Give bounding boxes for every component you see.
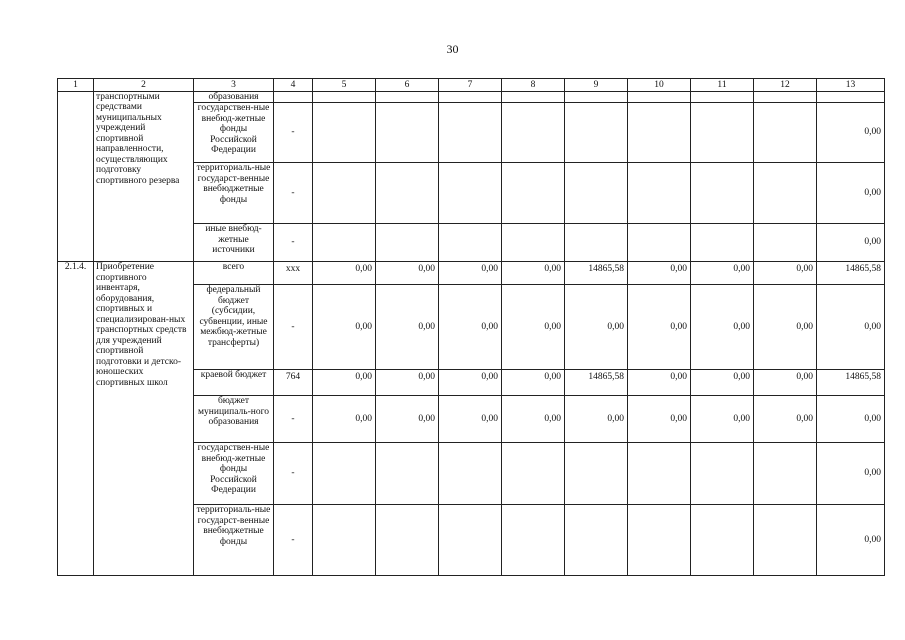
value-cell-col-9	[565, 163, 628, 224]
value-cell-col-8	[502, 505, 565, 576]
code-cell: ххх	[274, 262, 313, 285]
value-cell-col-5	[313, 163, 376, 224]
value-cell-col-9	[565, 103, 628, 163]
value-cell-col-10	[628, 163, 691, 224]
value-cell-col-11	[691, 91, 754, 103]
value-cell-col-9	[565, 505, 628, 576]
code-cell: -	[274, 163, 313, 224]
value-cell-col-10: 0,00	[628, 262, 691, 285]
value-cell-col-7	[439, 224, 502, 262]
value-cell-col-13: 0,00	[817, 396, 885, 443]
row-number-cell: 2.1.4.	[58, 262, 94, 576]
value-cell-col-12: 0,00	[754, 262, 817, 285]
code-cell: 764	[274, 370, 313, 396]
value-cell-col-13: 0,00	[817, 505, 885, 576]
row-number-cell	[58, 91, 94, 262]
value-cell-col-11	[691, 505, 754, 576]
funding-source-cell: бюджет муниципаль-ного образования	[194, 396, 274, 443]
value-cell-col-10	[628, 224, 691, 262]
funding-source-cell: иные внебюд-жетные источники	[194, 224, 274, 262]
header-cell-2: 2	[94, 79, 194, 92]
value-cell-col-13: 0,00	[817, 224, 885, 262]
activity-name-cell: транспортными средствами муниципальных учреждений спортивной направленности, осуществляющих подготовку спортивного резерва	[94, 91, 194, 262]
value-cell-col-11	[691, 443, 754, 505]
value-cell-col-9: 0,00	[565, 396, 628, 443]
value-cell-col-12	[754, 224, 817, 262]
funding-source-cell: образования	[194, 91, 274, 103]
value-cell-col-7	[439, 443, 502, 505]
value-cell-col-8	[502, 443, 565, 505]
value-cell-col-11: 0,00	[691, 285, 754, 370]
header-cell-9: 9	[565, 79, 628, 92]
value-cell-col-11	[691, 103, 754, 163]
funding-source-cell: всего	[194, 262, 274, 285]
value-cell-col-13: 0,00	[817, 163, 885, 224]
code-cell: -	[274, 224, 313, 262]
value-cell-col-6	[376, 163, 439, 224]
header-cell-5: 5	[313, 79, 376, 92]
header-cell-3: 3	[194, 79, 274, 92]
value-cell-col-6	[376, 443, 439, 505]
value-cell-col-13: 14865,58	[817, 262, 885, 285]
header-cell-12: 12	[754, 79, 817, 92]
value-cell-col-7: 0,00	[439, 396, 502, 443]
value-cell-col-10: 0,00	[628, 370, 691, 396]
funding-source-cell: федеральный бюджет (субсидии, субвенции, иные межбюд-жетные трансферты)	[194, 285, 274, 370]
value-cell-col-6: 0,00	[376, 285, 439, 370]
table-row	[58, 262, 885, 285]
code-cell: -	[274, 443, 313, 505]
code-cell	[274, 91, 313, 103]
header-cell-10: 10	[628, 79, 691, 92]
value-cell-col-10	[628, 91, 691, 103]
value-cell-col-5: 0,00	[313, 285, 376, 370]
value-cell-col-7: 0,00	[439, 262, 502, 285]
value-cell-col-9: 14865,58	[565, 370, 628, 396]
value-cell-col-5: 0,00	[313, 396, 376, 443]
code-cell: -	[274, 103, 313, 163]
value-cell-col-5	[313, 505, 376, 576]
value-cell-col-7: 0,00	[439, 285, 502, 370]
value-cell-col-6	[376, 91, 439, 103]
value-cell-col-8: 0,00	[502, 396, 565, 443]
value-cell-col-8	[502, 224, 565, 262]
value-cell-col-5: 0,00	[313, 262, 376, 285]
value-cell-col-12: 0,00	[754, 285, 817, 370]
header-cell-6: 6	[376, 79, 439, 92]
value-cell-col-6: 0,00	[376, 396, 439, 443]
value-cell-col-10	[628, 443, 691, 505]
value-cell-col-13: 0,00	[817, 285, 885, 370]
value-cell-col-5	[313, 91, 376, 103]
value-cell-col-8	[502, 103, 565, 163]
value-cell-col-12: 0,00	[754, 370, 817, 396]
header-cell-4: 4	[274, 79, 313, 92]
value-cell-col-12: 0,00	[754, 396, 817, 443]
value-cell-col-10	[628, 505, 691, 576]
value-cell-col-7	[439, 91, 502, 103]
header-cell-11: 11	[691, 79, 754, 92]
value-cell-col-8	[502, 91, 565, 103]
value-cell-col-13: 0,00	[817, 443, 885, 505]
header-cell-8: 8	[502, 79, 565, 92]
code-cell: -	[274, 285, 313, 370]
value-cell-col-7: 0,00	[439, 370, 502, 396]
value-cell-col-7	[439, 505, 502, 576]
value-cell-col-9: 14865,58	[565, 262, 628, 285]
value-cell-col-10: 0,00	[628, 396, 691, 443]
value-cell-col-12	[754, 103, 817, 163]
header-cell-1: 1	[58, 79, 94, 92]
header-cell-7: 7	[439, 79, 502, 92]
value-cell-col-11: 0,00	[691, 262, 754, 285]
value-cell-col-8: 0,00	[502, 262, 565, 285]
value-cell-col-5: 0,00	[313, 370, 376, 396]
value-cell-col-13: 14865,58	[817, 370, 885, 396]
value-cell-col-13	[817, 91, 885, 103]
value-cell-col-10: 0,00	[628, 285, 691, 370]
value-cell-col-8: 0,00	[502, 370, 565, 396]
value-cell-col-12	[754, 505, 817, 576]
value-cell-col-9: 0,00	[565, 285, 628, 370]
value-cell-col-8: 0,00	[502, 285, 565, 370]
value-cell-col-9	[565, 443, 628, 505]
value-cell-col-9	[565, 224, 628, 262]
value-cell-col-11	[691, 163, 754, 224]
value-cell-col-7	[439, 163, 502, 224]
value-cell-col-13: 0,00	[817, 103, 885, 163]
code-cell: -	[274, 396, 313, 443]
header-cell-13: 13	[817, 79, 885, 92]
value-cell-col-6	[376, 224, 439, 262]
value-cell-col-5	[313, 443, 376, 505]
budget-table	[57, 78, 885, 576]
funding-source-cell: государствен-ные внебюд-жетные фонды Российской Федерации	[194, 103, 274, 163]
funding-source-cell: государствен-ные внебюд-жетные фонды Российской Федерации	[194, 443, 274, 505]
value-cell-col-12	[754, 443, 817, 505]
value-cell-col-11: 0,00	[691, 396, 754, 443]
value-cell-col-7	[439, 103, 502, 163]
value-cell-col-11: 0,00	[691, 370, 754, 396]
funding-source-cell: территориаль-ные государст-венные внебюджетные фонды	[194, 505, 274, 576]
code-cell: -	[274, 505, 313, 576]
funding-source-cell: территориаль-ные государст-венные внебюджетные фонды	[194, 163, 274, 224]
value-cell-col-12	[754, 163, 817, 224]
value-cell-col-12	[754, 91, 817, 103]
page-number: 30	[446, 42, 459, 56]
value-cell-col-5	[313, 224, 376, 262]
header-row	[58, 79, 885, 92]
value-cell-col-6	[376, 505, 439, 576]
value-cell-col-10	[628, 103, 691, 163]
funding-source-cell: краевой бюджет	[194, 370, 274, 396]
activity-name-cell: Приобретение спортивного инвентаря, оборудования, спортивных и специализирован-ных транспортных средств для учреждений спортивной подготовки и детско-юношеских спортивных школ	[94, 262, 194, 576]
value-cell-col-9	[565, 91, 628, 103]
table-row	[58, 91, 885, 103]
value-cell-col-8	[502, 163, 565, 224]
value-cell-col-6: 0,00	[376, 370, 439, 396]
value-cell-col-11	[691, 224, 754, 262]
value-cell-col-6	[376, 103, 439, 163]
value-cell-col-6: 0,00	[376, 262, 439, 285]
value-cell-col-5	[313, 103, 376, 163]
